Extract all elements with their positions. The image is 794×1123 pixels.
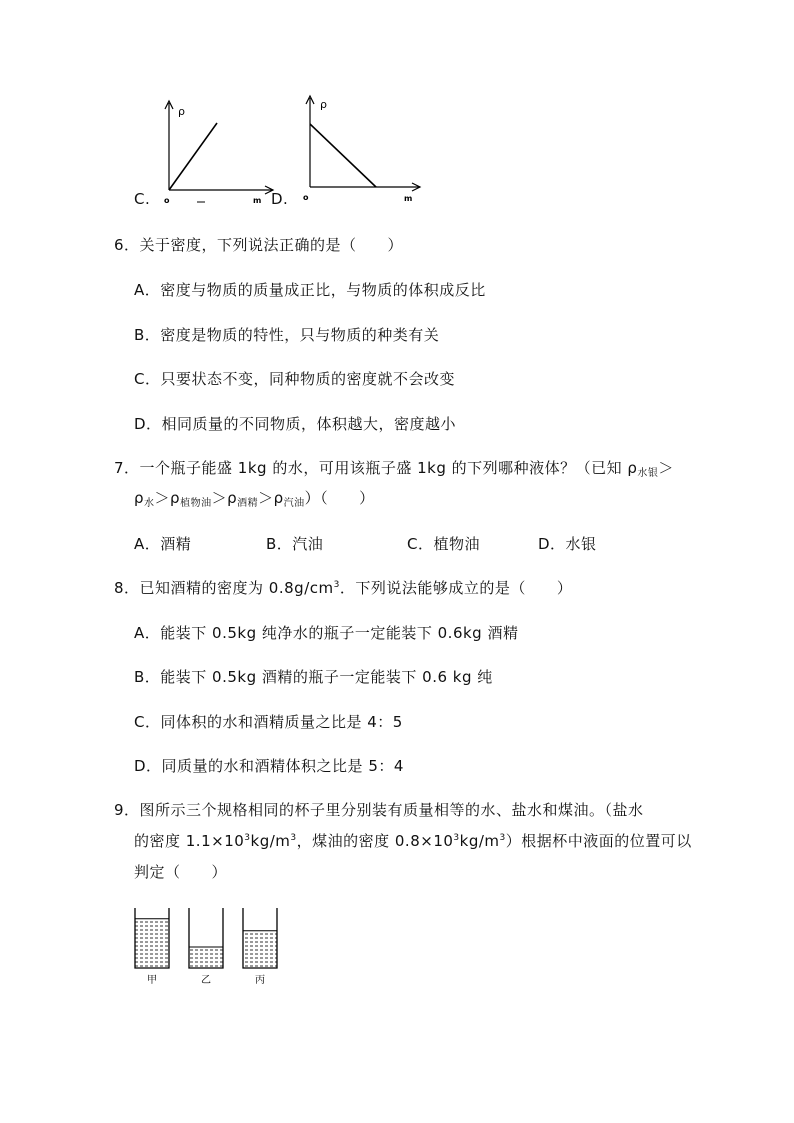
- q7-sub-water: 水: [144, 498, 155, 509]
- q9-l2-c: ，煤油的密度 0.8×10: [296, 832, 454, 850]
- q7-tail: ）（ ）: [304, 489, 375, 507]
- q7-gt-1: ＞: [658, 459, 674, 477]
- q9-stem-line2: [134, 830, 692, 851]
- q6-stem: 6．关于密度，下列说法正确的是（ ）: [114, 236, 404, 254]
- q8-option-d: D．同质量的水和酒精体积之比是 5：4: [134, 757, 404, 775]
- q7-option-b: B．汽油: [266, 535, 324, 553]
- cup-label: 甲: [147, 975, 157, 986]
- q8-option-b: B．能装下 0.5kg 酒精的瓶子一定能装下 0.6 kg 纯: [134, 668, 493, 686]
- q7-rho-veg: ρ: [170, 489, 181, 507]
- q6-option-b: B．密度是物质的特性，只与物质的种类有关: [134, 326, 440, 344]
- q7-stem-line2: [134, 487, 375, 509]
- q9-l2-sup3: 3: [453, 833, 460, 843]
- graph-d: [296, 92, 426, 204]
- q7-sub-alcohol: 酒精: [237, 498, 259, 509]
- q6-option-a: A．密度与物质的质量成正比，与物质的体积成反比: [134, 281, 486, 299]
- cup-liquid: [135, 919, 169, 968]
- cup-1: [135, 908, 169, 986]
- graph-d-origin-label: o: [303, 193, 309, 202]
- q7-option-d: D．水银: [538, 535, 597, 553]
- q7-stem-text: 7．一个瓶子能盛 1kg 的水，可用该瓶子盛 1kg 的下列哪种液体？（已知 ρ: [114, 459, 638, 477]
- graph-c-line: [169, 123, 217, 190]
- graph-c-m-label: m: [253, 196, 262, 205]
- q8-option-a: A．能装下 0.5kg 纯净水的瓶子一定能装下 0.6kg 酒精: [134, 624, 519, 642]
- q8-stem: [114, 577, 572, 598]
- graph-d-m-label: m: [404, 194, 413, 203]
- q7-option-c: C．植物油: [407, 535, 480, 553]
- cup-label: 丙: [255, 975, 265, 986]
- q7-sub-petrol: 汽油: [283, 498, 305, 509]
- cups-figure: [125, 900, 290, 990]
- cup-label: 乙: [201, 975, 211, 986]
- option-c-label: C.: [134, 190, 151, 208]
- q7-stem-line1: [114, 457, 674, 479]
- graph-c: [155, 95, 285, 207]
- q7-gt-3: ＞: [211, 489, 228, 507]
- q6-option-d: D．相同质量的不同物质，体积越大，密度越小: [134, 415, 457, 433]
- graph-c-origin-label: o: [164, 196, 170, 205]
- q9-l2-a: 的密度 1.1×10: [134, 832, 245, 850]
- q7-gt-2: ＞: [154, 489, 171, 507]
- graph-d-rho-label: ρ: [320, 98, 327, 111]
- q9-l2-d: kg/m: [459, 832, 500, 850]
- q9-stem-line3: 判定（ ）: [134, 863, 228, 881]
- cup-liquid: [189, 947, 223, 968]
- q6-option-c: C．只要状态不变，同种物质的密度就不会改变: [134, 370, 455, 388]
- cup-3: [243, 908, 277, 986]
- q7-option-a: A．酒精: [134, 535, 192, 553]
- cup-liquid: [243, 931, 277, 968]
- q7-sub-mercury: 水银: [637, 468, 659, 479]
- q7-rho-water: ρ: [134, 489, 145, 507]
- q9-l2-sup2: 3: [290, 833, 297, 843]
- option-d-label: D.: [271, 190, 289, 208]
- q7-sub-veg: 植物油: [180, 498, 212, 509]
- graph-c-rho-label: ρ: [178, 105, 185, 118]
- q8-option-c: C．同体积的水和酒精质量之比是 4：5: [134, 713, 403, 731]
- q8-stem-pre: 8．已知酒精的密度为 0.8g/cm: [114, 579, 334, 597]
- q7-rho-alcohol: ρ: [227, 489, 238, 507]
- q8-stem-sup: 3: [333, 580, 340, 590]
- graph-d-line: [310, 124, 376, 187]
- q9-l2-b: kg/m: [250, 832, 291, 850]
- q7-rho-petrol: ρ: [273, 489, 284, 507]
- q7-gt-4: ＞: [258, 489, 274, 507]
- q8-stem-post: ．下列说法能够成立的是（ ）: [339, 579, 573, 597]
- q9-stem-line1: 9．图所示三个规格相同的杯子里分别装有质量相等的水、盐水和煤油。（盐水: [114, 801, 644, 819]
- q9-l2-sup4: 3: [499, 833, 506, 843]
- cup-2: [189, 908, 223, 986]
- q9-l2-sup1: 3: [244, 833, 251, 843]
- q9-l2-e: ）根据杯中液面的位置可以: [505, 832, 692, 850]
